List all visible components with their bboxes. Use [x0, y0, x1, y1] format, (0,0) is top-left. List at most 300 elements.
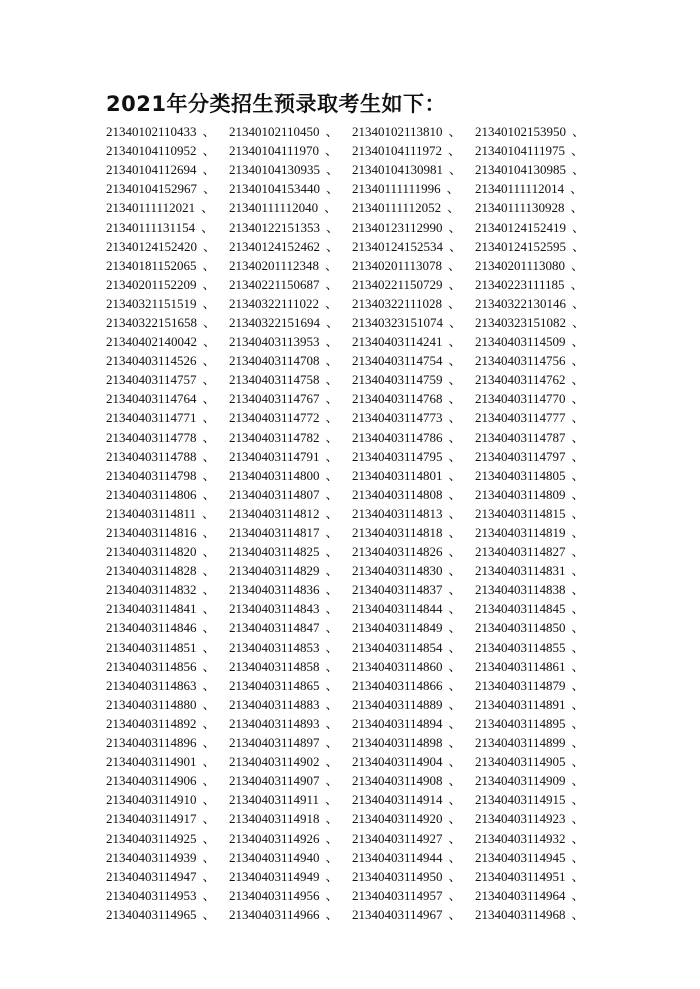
separator: 、: [571, 639, 585, 655]
separator: 、: [571, 735, 585, 751]
candidate-id: [106, 695, 229, 714]
candidate-id-text: 21340403114902: [229, 754, 320, 770]
separator: 、: [570, 200, 584, 216]
candidate-id-text: 21340403114768: [352, 391, 443, 407]
candidate-id: [475, 829, 594, 848]
candidate-id: [229, 408, 352, 427]
candidate-id-text: 21340403114758: [229, 372, 320, 388]
candidate-id: [106, 294, 229, 313]
candidate-id-text: 21340403114899: [475, 735, 566, 751]
candidate-id: [106, 829, 229, 848]
candidate-id: [106, 580, 229, 599]
separator: 、: [201, 219, 215, 235]
separator: 、: [326, 314, 340, 330]
separator: 、: [571, 486, 585, 502]
candidate-id: [229, 447, 352, 466]
candidate-id-text: 21340403114861: [475, 658, 566, 674]
candidate-id-text: 21340403114759: [352, 372, 443, 388]
candidate-id: [475, 561, 594, 580]
separator: 、: [572, 238, 586, 254]
candidate-id: [352, 179, 475, 198]
candidate-id-text: 21340403114883: [229, 696, 320, 712]
candidate-id-text: 21340111112040: [229, 200, 319, 216]
candidate-id: [229, 886, 352, 905]
separator: 、: [202, 410, 216, 426]
candidate-id-text: 21340403114815: [475, 505, 566, 521]
separator: 、: [572, 219, 586, 235]
candidate-id-text: 21340102110450: [229, 124, 320, 140]
candidate-id: [352, 447, 475, 466]
candidate-id: [475, 657, 594, 676]
candidate-id-text: 21340111131154: [106, 219, 196, 235]
separator: 、: [448, 410, 462, 426]
candidate-id-text: 21340124152420: [106, 238, 197, 254]
list-row: [106, 428, 596, 447]
document-title: 2021年分类招生预录取考生如下：: [106, 92, 446, 116]
candidate-id: [106, 542, 229, 561]
candidate-id-text: 21340403114830: [352, 563, 443, 579]
separator: 、: [202, 467, 216, 483]
list-row: [106, 599, 596, 618]
separator: 、: [325, 410, 339, 426]
candidate-id-text: 21340403114854: [352, 639, 443, 655]
separator: 、: [202, 276, 216, 292]
separator: 、: [325, 525, 339, 541]
candidate-id-text: 21340403114826: [352, 544, 443, 560]
separator: 、: [325, 792, 339, 808]
candidate-id: [106, 198, 229, 217]
candidate-id-text: 21340403114925: [106, 830, 197, 846]
candidate-id-text: 21340403114818: [352, 525, 443, 541]
candidate-id-text: 21340403114853: [229, 639, 320, 655]
candidate-id: [352, 676, 475, 695]
candidate-id-text: 21340122151353: [229, 219, 320, 235]
candidate-id: [229, 542, 352, 561]
list-row: [106, 122, 596, 141]
separator: 、: [571, 830, 585, 846]
candidate-id: [229, 618, 352, 637]
candidate-id-text: 21340403114849: [352, 620, 443, 636]
candidate-id-text: 21340111130928: [475, 200, 565, 216]
candidate-id-text: 21340403114850: [475, 620, 566, 636]
candidate-id-text: 21340403114845: [475, 601, 566, 617]
candidate-id: [352, 504, 475, 523]
separator: 、: [202, 792, 216, 808]
candidate-id-text: 21340223111185: [475, 276, 565, 292]
candidate-id: [229, 809, 352, 828]
candidate-id: [352, 428, 475, 447]
separator: 、: [202, 811, 216, 827]
separator: 、: [571, 582, 585, 598]
candidate-id-text: 21340403114950: [352, 868, 443, 884]
separator: 、: [448, 486, 462, 502]
separator: 、: [201, 200, 215, 216]
separator: 、: [325, 257, 339, 273]
candidate-id-text: 21340323151082: [475, 314, 566, 330]
list-row: [106, 676, 596, 695]
candidate-id-text: 21340321151519: [106, 295, 197, 311]
candidate-id: [106, 599, 229, 618]
candidate-id: [352, 160, 475, 179]
candidate-id-text: 21340403114892: [106, 715, 197, 731]
candidate-id: [229, 179, 352, 198]
separator: 、: [203, 181, 217, 197]
separator: 、: [325, 372, 339, 388]
candidate-id: [475, 389, 594, 408]
candidate-id: [229, 638, 352, 657]
candidate-id: [352, 848, 475, 867]
candidate-id: [106, 332, 229, 351]
candidate-id-text: 21340102113810: [352, 124, 443, 140]
separator: 、: [325, 677, 339, 693]
candidate-id: [229, 714, 352, 733]
separator: 、: [326, 238, 340, 254]
candidate-id: [229, 428, 352, 447]
separator: 、: [202, 391, 216, 407]
list-row: [106, 828, 596, 847]
candidate-id-text: 21340403114905: [475, 754, 566, 770]
list-row: [106, 638, 596, 657]
candidate-id-text: 21340403114782: [229, 429, 320, 445]
separator: 、: [202, 124, 216, 140]
candidate-id-text: 21340403114907: [229, 773, 320, 789]
separator: 、: [448, 295, 462, 311]
candidate-id: [352, 657, 475, 676]
candidate-id: [229, 160, 352, 179]
candidate-id: [106, 122, 229, 141]
separator: 、: [571, 887, 585, 903]
candidate-id-text: 21340403114965: [106, 906, 197, 922]
candidate-id-text: 21340403114806: [106, 486, 197, 502]
separator: 、: [571, 658, 585, 674]
separator: 、: [449, 162, 463, 178]
separator: 、: [202, 582, 216, 598]
list-row: [106, 217, 596, 236]
separator: 、: [571, 754, 585, 770]
candidate-id: [106, 218, 229, 237]
separator: 、: [448, 715, 462, 731]
candidate-id-text: 21340403114708: [229, 353, 320, 369]
separator: 、: [202, 257, 216, 273]
separator: 、: [448, 849, 462, 865]
candidate-id-text: 21340403114915: [475, 792, 566, 808]
candidate-id-text: 21340403114940: [229, 849, 320, 865]
separator: 、: [571, 849, 585, 865]
list-row: [106, 504, 596, 523]
candidate-id-text: 21340402140042: [106, 334, 197, 350]
list-row: [106, 657, 596, 676]
list-row: [106, 447, 596, 466]
separator: 、: [203, 314, 217, 330]
candidate-id: [352, 733, 475, 752]
candidate-id-text: 21340403114838: [475, 582, 566, 598]
list-row: [106, 580, 596, 599]
separator: 、: [449, 238, 463, 254]
separator: 、: [325, 429, 339, 445]
candidate-id-text: 21340102153950: [475, 124, 566, 140]
candidate-id: [106, 752, 229, 771]
candidate-id: [106, 370, 229, 389]
separator: 、: [448, 391, 462, 407]
separator: 、: [325, 582, 339, 598]
candidate-id-text: 21340403114836: [229, 582, 320, 598]
separator: 、: [325, 715, 339, 731]
separator: 、: [448, 658, 462, 674]
candidate-id-text: 21340403114879: [475, 677, 566, 693]
candidate-id-text: 21340403114800: [229, 467, 320, 483]
separator: 、: [325, 658, 339, 674]
candidate-id: [352, 485, 475, 504]
candidate-id-text: 21340403114894: [352, 715, 443, 731]
candidate-id-text: 21340111112014: [475, 181, 565, 197]
candidate-id: [106, 408, 229, 427]
candidate-id-text: 21340403114896: [106, 735, 197, 751]
candidate-id-text: 21340403114956: [229, 887, 320, 903]
separator: 、: [202, 486, 216, 502]
candidate-id-text: 21340403114844: [352, 601, 443, 617]
candidate-id-text: 21340124152462: [229, 238, 320, 254]
list-row: [106, 313, 596, 332]
separator: 、: [571, 715, 585, 731]
list-row: [106, 542, 596, 561]
separator: 、: [571, 868, 585, 884]
separator: 、: [325, 544, 339, 560]
separator: 、: [325, 696, 339, 712]
candidate-id-text: 21340403114837: [352, 582, 443, 598]
separator: 、: [448, 372, 462, 388]
candidate-id: [475, 466, 594, 485]
candidate-id-text: 21340322130146: [475, 295, 566, 311]
candidate-id-text: 21340403114904: [352, 754, 443, 770]
candidate-id: [352, 122, 475, 141]
candidate-id-text: 21340403114968: [475, 906, 566, 922]
separator: 、: [448, 429, 462, 445]
separator: 、: [325, 276, 339, 292]
separator: 、: [325, 143, 339, 159]
candidate-id: [475, 523, 594, 542]
candidate-id-text: 21340111112052: [352, 200, 442, 216]
separator: 、: [448, 582, 462, 598]
candidate-id: [475, 599, 594, 618]
candidate-id-text: 21340403114829: [229, 563, 320, 579]
candidate-id: [475, 485, 594, 504]
candidate-id: [106, 447, 229, 466]
candidate-id-text: 21340104130981: [352, 162, 443, 178]
candidate-id: [352, 905, 475, 924]
separator: 、: [448, 773, 462, 789]
separator: 、: [571, 677, 585, 693]
candidate-id-text: 21340403114827: [475, 544, 566, 560]
list-row: [106, 237, 596, 256]
candidate-id: [352, 752, 475, 771]
list-row: [106, 160, 596, 179]
candidate-id: [229, 733, 352, 752]
separator: 、: [202, 295, 216, 311]
candidate-id-text: 21340403114846: [106, 620, 197, 636]
separator: 、: [325, 735, 339, 751]
separator: 、: [325, 906, 339, 922]
candidate-id: [352, 198, 475, 217]
candidate-id: [475, 848, 594, 867]
separator: 、: [571, 505, 585, 521]
separator: 、: [203, 334, 217, 350]
list-row: [106, 198, 596, 217]
candidate-id: [106, 237, 229, 256]
candidate-id: [229, 848, 352, 867]
candidate-id-text: 21340322111028: [352, 295, 443, 311]
separator: 、: [571, 620, 585, 636]
candidate-id-text: 21340403114964: [475, 887, 566, 903]
separator: 、: [571, 372, 585, 388]
list-row: [106, 408, 596, 427]
separator: 、: [448, 792, 462, 808]
candidate-id-text: 21340104111975: [475, 143, 566, 159]
separator: 、: [325, 563, 339, 579]
separator: 、: [571, 773, 585, 789]
candidate-id-text: 21340403114860: [352, 658, 443, 674]
candidate-id: [229, 256, 352, 275]
separator: 、: [202, 601, 216, 617]
candidate-id: [106, 886, 229, 905]
candidate-id-text: 21340104110952: [106, 143, 197, 159]
separator: 、: [202, 563, 216, 579]
candidate-id: [352, 599, 475, 618]
separator: 、: [448, 906, 462, 922]
candidate-id-text: 21340403114889: [352, 696, 443, 712]
candidate-id: [229, 275, 352, 294]
list-row: [106, 886, 596, 905]
candidate-id: [475, 542, 594, 561]
separator: 、: [446, 181, 460, 197]
candidate-id: [475, 752, 594, 771]
candidate-id: [229, 867, 352, 886]
candidate-id-text: 21340403114771: [106, 410, 197, 426]
candidate-id: [106, 676, 229, 695]
candidate-id: [229, 580, 352, 599]
candidate-id-text: 21340403114241: [352, 334, 443, 350]
candidate-id-text: 21340403114767: [229, 391, 320, 407]
candidate-id-text: 21340403114909: [475, 773, 566, 789]
candidate-id: [229, 389, 352, 408]
separator: 、: [447, 200, 461, 216]
separator: 、: [571, 563, 585, 579]
separator: 、: [325, 830, 339, 846]
separator: 、: [202, 849, 216, 865]
candidate-id: [229, 752, 352, 771]
candidate-id: [475, 370, 594, 389]
candidate-id-text: 21340322111022: [229, 295, 320, 311]
separator: 、: [203, 238, 217, 254]
candidate-id: [352, 466, 475, 485]
candidate-id-text: 21340403114914: [352, 792, 443, 808]
candidate-id: [229, 771, 352, 790]
separator: 、: [448, 830, 462, 846]
separator: 、: [448, 696, 462, 712]
candidate-id-text: 21340403114828: [106, 563, 197, 579]
separator: 、: [571, 467, 585, 483]
separator: 、: [202, 715, 216, 731]
candidate-id-text: 21340403114812: [229, 505, 320, 521]
candidate-id-text: 21340111112021: [106, 200, 196, 216]
candidate-id: [475, 275, 594, 294]
separator: 、: [571, 143, 585, 159]
list-row: [106, 561, 596, 580]
candidate-id-text: 21340403114911: [229, 792, 320, 808]
candidate-id: [229, 466, 352, 485]
candidate-id: [229, 905, 352, 924]
candidate-id-text: 21340104153440: [229, 181, 320, 197]
separator: 、: [448, 639, 462, 655]
candidate-id-text: 21340403114813: [352, 505, 443, 521]
candidate-id-text: 21340403114855: [475, 639, 566, 655]
separator: 、: [202, 887, 216, 903]
separator: 、: [448, 448, 462, 464]
candidate-id-text: 21340403114957: [352, 887, 443, 903]
candidate-id: [352, 790, 475, 809]
candidate-id: [106, 561, 229, 580]
separator: 、: [202, 754, 216, 770]
list-row: [106, 714, 596, 733]
separator: 、: [570, 181, 584, 197]
candidate-id-text: 21340181152065: [106, 257, 197, 273]
candidate-id: [352, 867, 475, 886]
candidate-id: [106, 657, 229, 676]
candidate-id-text: 21340403114898: [352, 735, 443, 751]
separator: 、: [572, 124, 586, 140]
separator: 、: [202, 505, 216, 521]
candidate-id: [106, 428, 229, 447]
candidate-id-text: 21340403114917: [106, 811, 197, 827]
candidate-id: [475, 580, 594, 599]
candidate-id-text: 21340403114798: [106, 467, 197, 483]
candidate-id: [352, 638, 475, 657]
candidate-id-text: 21340403114770: [475, 391, 566, 407]
separator: 、: [325, 505, 339, 521]
candidate-id: [352, 313, 475, 332]
list-row: [106, 294, 596, 313]
separator: 、: [448, 677, 462, 693]
separator: 、: [571, 334, 585, 350]
candidate-id-text: 21340403114920: [352, 811, 443, 827]
candidate-id-text: 21340221150729: [352, 276, 443, 292]
separator: 、: [448, 754, 462, 770]
candidate-id: [475, 256, 594, 275]
list-row: [106, 275, 596, 294]
candidate-id-text: 21340403114951: [475, 868, 566, 884]
candidate-id-text: 21340403114757: [106, 372, 197, 388]
separator: 、: [325, 295, 339, 311]
list-row: [106, 485, 596, 504]
separator: 、: [324, 200, 338, 216]
separator: 、: [571, 792, 585, 808]
candidate-id: [106, 714, 229, 733]
separator: 、: [571, 601, 585, 617]
separator: 、: [572, 295, 586, 311]
candidate-id-text: 21340403114831: [475, 563, 566, 579]
candidate-id: [475, 408, 594, 427]
separator: 、: [325, 353, 339, 369]
list-row: [106, 256, 596, 275]
candidate-id: [475, 905, 594, 924]
candidate-id-text: 21340403114918: [229, 811, 320, 827]
candidate-id: [352, 561, 475, 580]
separator: 、: [448, 887, 462, 903]
separator: 、: [202, 525, 216, 541]
candidate-id: [475, 428, 594, 447]
candidate-id: [352, 542, 475, 561]
candidate-id: [352, 829, 475, 848]
list-row: [106, 389, 596, 408]
